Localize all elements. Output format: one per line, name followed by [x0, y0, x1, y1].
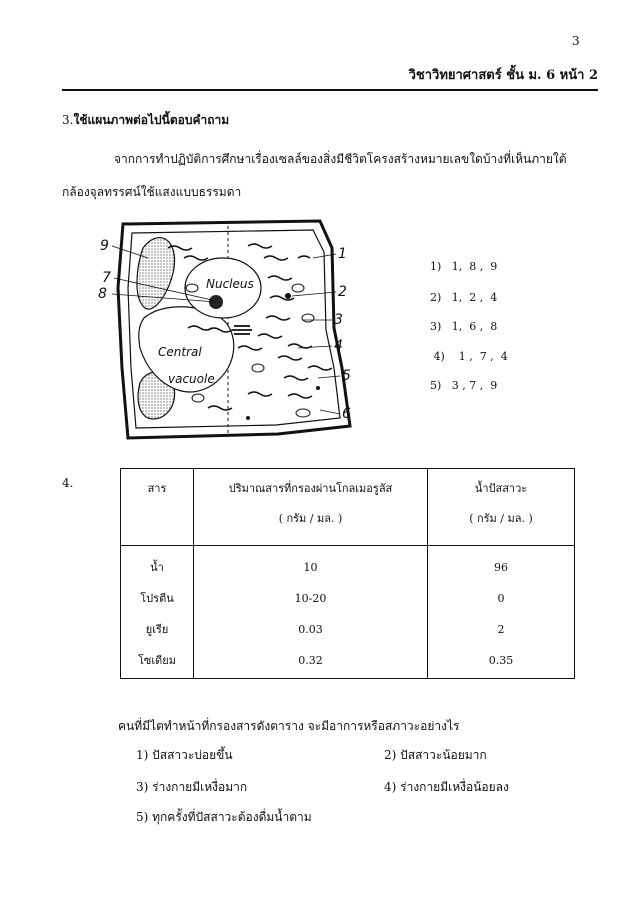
q4-answer-3: 3) ร่างกายมีเหงื่อมาก	[136, 780, 248, 794]
label-3: 3	[334, 312, 343, 328]
header-rule	[62, 89, 598, 91]
question-3-title	[62, 111, 229, 130]
page-number: 3	[572, 34, 580, 48]
q4-answer-2: 2) ปัสสาวะน้อยมาก	[384, 748, 487, 762]
table-cell: 10	[303, 561, 318, 574]
table-cell: 0.35	[488, 654, 514, 667]
label-central: Central	[158, 345, 202, 359]
table-cell: 0.32	[298, 654, 323, 667]
table-header-substance: สาร	[121, 469, 194, 546]
label-5: 5	[342, 368, 351, 384]
table-cell: 10-20	[294, 592, 327, 605]
q3-option-5: 5) 3 , 7 , 9	[430, 379, 498, 392]
table-cell: โปรตีน	[140, 592, 174, 605]
cell-diagram	[88, 218, 383, 440]
label-vacuole: vacuole	[168, 372, 215, 386]
table-cell: 96	[494, 561, 508, 574]
table-cell: 0	[497, 592, 505, 605]
page-header: วิชาวิทยาศาสตร์ ชั้น ม. 6 หน้า 2	[408, 68, 598, 83]
question-4-number: 4.	[62, 476, 74, 490]
q4-answer-1: 1) ปัสสาวะบ่อยขึ้น	[136, 748, 233, 762]
table-cell: ยูเรีย	[145, 623, 169, 636]
table-cell: โซเดียม	[138, 654, 176, 667]
label-4: 4	[334, 338, 343, 354]
table-col-filtrate	[194, 546, 428, 679]
table-col-substance	[121, 546, 194, 679]
table-cell: 2	[497, 623, 505, 636]
label-8: 8	[98, 286, 107, 302]
label-1: 1	[338, 246, 347, 262]
table-header-urine: น้ำปัสสาวะ ( กรัม / มล. )	[428, 469, 575, 546]
q3-option-2: 2) 1, 2 , 4	[430, 291, 498, 304]
table-cell: น้ำ	[150, 561, 164, 574]
question-3-number: 3.	[62, 113, 74, 127]
question-3-text-line2: กล้องจุลทรรศน์ใช้แสงแบบธรรมดา	[62, 185, 242, 199]
table-header-filtrate: ปริมาณสารที่กรองผ่านโกลเมอรูลัส ( กรัม / มล. )	[194, 469, 428, 546]
table-cell: 0.03	[298, 623, 323, 636]
label-nucleus: Nucleus	[206, 277, 254, 291]
table-col-urine	[428, 546, 575, 679]
q3-option-4: 4) 1 , 7 , 4	[430, 350, 508, 363]
label-9: 9	[100, 238, 109, 254]
question-3-text-line1: จากการทำปฏิบัติการศึกษาเรื่องเซลล์ของสิ่งมีชีวิตโครงสร้างหมายเลขใดบ้างที่เห็นภายใต้	[114, 152, 567, 166]
golgi-body	[232, 326, 252, 334]
q4-answer-5: 5) ทุกครั้งที่ปัสสาวะต้องดื่มน้ำตาม	[136, 810, 312, 824]
label-7: 7	[102, 270, 111, 286]
question-3-instruction: ใช้แผนภาพต่อไปนี้ตอบคำถาม	[73, 113, 230, 127]
q3-option-3: 3) 1, 6 , 8	[430, 320, 498, 333]
label-6: 6	[342, 406, 351, 422]
q4-answer-4: 4) ร่างกายมีเหงื่อน้อยลง	[384, 780, 509, 794]
label-2: 2	[338, 284, 347, 300]
question-4-text: คนที่มีไตทำหน้าที่กรองสารดังตาราง จะมีอาการหรือสภาวะอย่างไร	[118, 719, 460, 733]
kidney-filtration-table	[120, 468, 575, 679]
q3-option-1: 1) 1, 8 , 9	[430, 260, 498, 273]
